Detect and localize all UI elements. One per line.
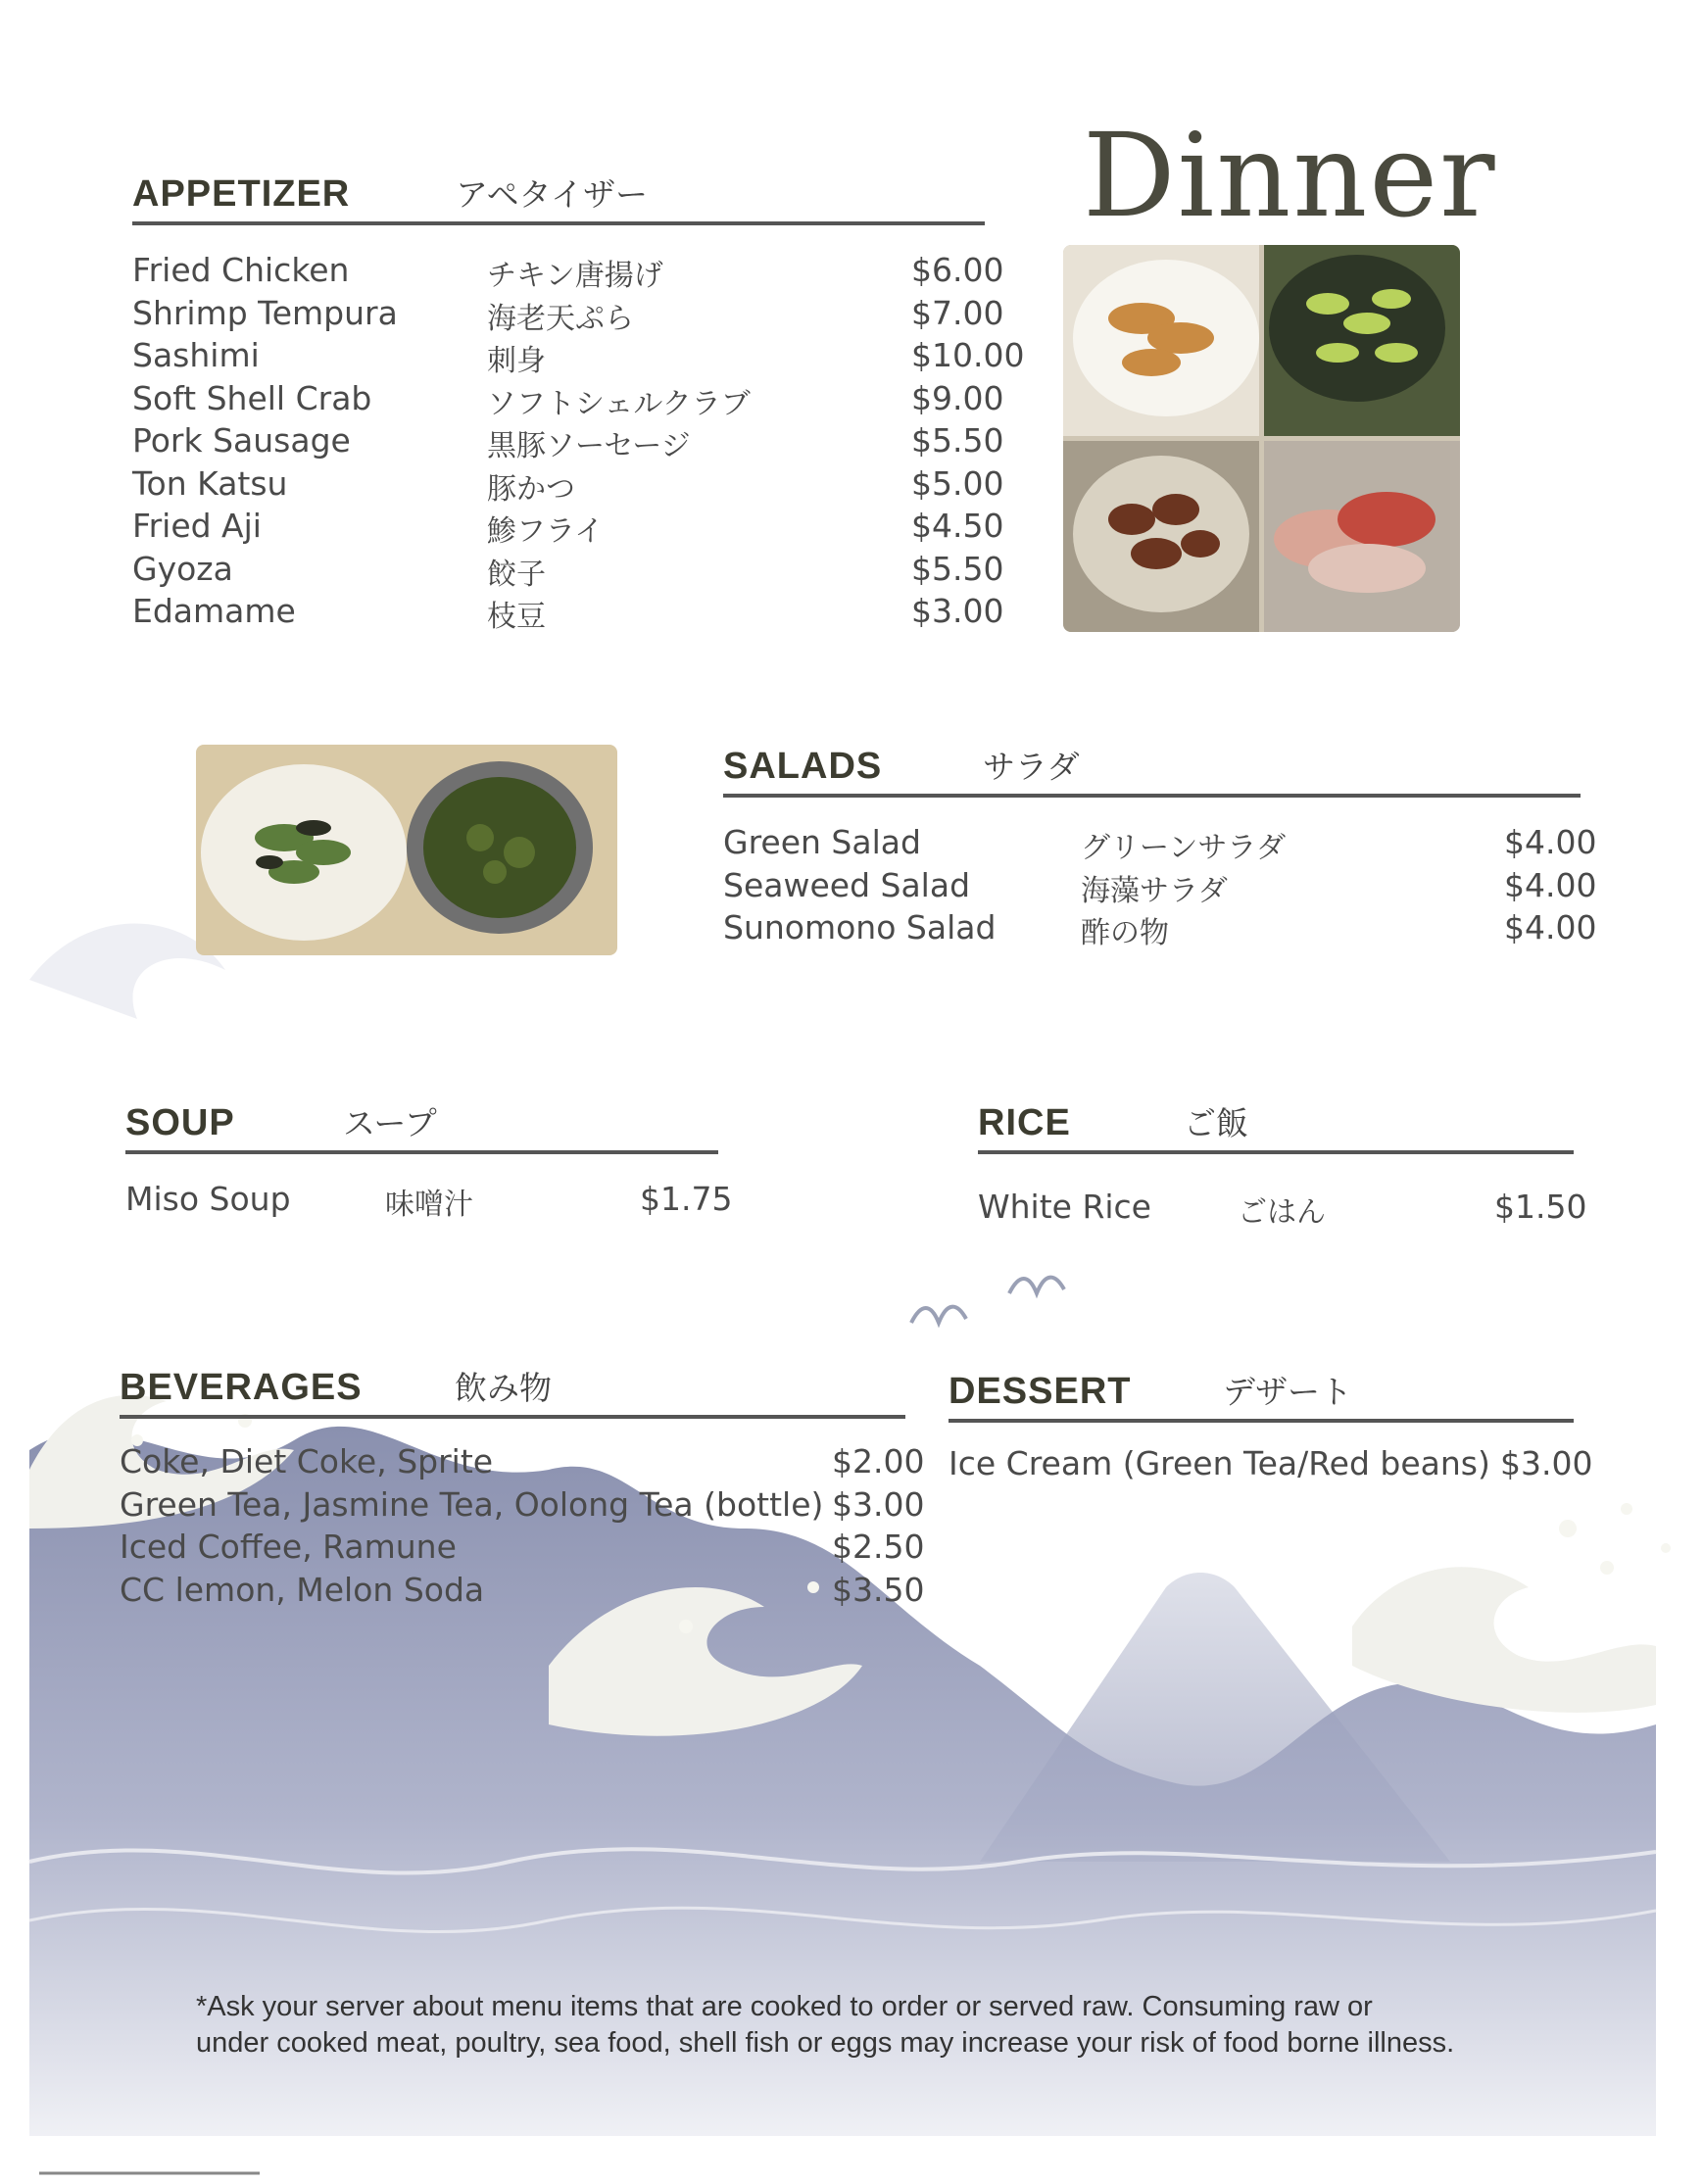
dessert-header [949,1364,1574,1423]
menu-item [723,819,1597,865]
section-title-jp: アペタイザー [456,175,649,214]
beverages-header [120,1360,905,1419]
item-name: White Rice [978,1188,1151,1226]
item-price: $4.00 [1504,908,1597,946]
menu-item [132,461,1004,507]
item-name-jp: 海老天ぷら [487,301,634,336]
item-price: $4.00 [1504,865,1597,904]
item-price: $5.50 [911,421,1004,460]
dessert-section [949,1364,1593,1483]
appetizer-section [132,167,1025,634]
soup-header [125,1095,718,1154]
salad-photo [196,745,617,955]
menu-item [120,1481,925,1525]
menu-item [132,332,1025,378]
item-name: Coke, Diet Coke, Sprite [120,1442,494,1480]
item-name: Iced Coffee, Ramune [120,1528,457,1566]
menu-item [125,1176,733,1222]
item-name-jp: 酢の物 [1081,916,1169,950]
item-price: $3.50 [832,1570,925,1609]
appetizer-photo [1063,245,1460,632]
section-title: SOUP [125,1102,235,1143]
item-name-jp: チキン唐揚げ [487,259,663,293]
item-name-jp: 鯵フライ [487,514,605,549]
item-name: Ice Cream (Green Tea/Red beans) [949,1444,1490,1482]
menu-item [120,1524,925,1567]
item-price: $1.50 [1494,1188,1587,1226]
menu-item [120,1438,925,1481]
item-name-jp: 刺身 [487,344,546,378]
disclaimer-line: under cooked meat, poultry, sea food, shell fish or eggs may increase your risk of food borne illness. [196,2027,1455,2059]
section-title-jp: スープ [343,1104,437,1142]
item-name-jp: 海藻サラダ [1081,873,1228,908]
raw-food-disclaimer [196,1989,1548,2062]
item-price: $9.00 [911,378,1004,417]
rice-section [978,1095,1587,1230]
item-name: Sunomono Salad [723,908,997,946]
item-price: $5.00 [911,463,1004,503]
rice-header [978,1095,1574,1154]
disclaimer-line: *Ask your server about menu items that are cooked to order or served raw. Consuming raw or [196,1991,1373,2022]
item-name: Soft Shell Crab [132,378,372,417]
section-title: DESSERT [949,1371,1132,1412]
item-price: $4.00 [1504,823,1597,861]
item-name: Edamame [132,592,296,630]
item-price: $3.00 [911,592,1004,630]
beverages-section [120,1360,925,1609]
section-title-jp: デザート [1223,1373,1352,1411]
appetizer-header [132,167,985,225]
item-price: $2.00 [832,1442,925,1480]
section-title: SALADS [723,746,883,787]
item-name-jp: 味噌汁 [385,1188,473,1222]
section-title: APPETIZER [132,173,351,215]
menu-item [132,546,1004,592]
menu-item [978,1184,1587,1230]
item-name: Shrimp Tempura [132,293,398,332]
section-title-jp: ご飯 [1184,1104,1248,1142]
section-title: BEVERAGES [120,1367,363,1408]
item-price: $7.00 [911,293,1004,332]
menu-item [132,375,1004,421]
item-name-jp: 豚かつ [487,471,575,507]
salads-header [723,739,1581,798]
item-name: Pork Sausage [132,421,351,460]
item-name: Ton Katsu [132,463,288,503]
soup-section [125,1095,733,1222]
section-title: RICE [978,1102,1071,1143]
item-price: $3.00 [832,1484,925,1524]
menu-item [723,862,1597,908]
item-name-jp: グリーンサラダ [1081,831,1287,865]
item-name-jp: ごはん [1238,1195,1326,1230]
item-name-jp: 黒豚ソーセージ [487,429,691,463]
menu-item [120,1567,925,1610]
salads-section [723,739,1597,950]
item-name: Green Tea, Jasmine Tea, Oolong Tea (bottle) [120,1484,824,1524]
menu-item [949,1440,1593,1483]
item-price: $1.75 [640,1180,733,1218]
menu-item [132,503,1004,549]
item-price: $3.00 [1500,1444,1593,1482]
item-price: $2.50 [832,1528,925,1566]
item-price: $6.00 [911,251,1004,289]
item-name: Miso Soup [125,1180,291,1218]
item-price: $5.50 [911,549,1004,588]
item-name: CC lemon, Melon Soda [120,1570,485,1609]
item-name: Seaweed Salad [723,865,971,904]
item-name: Gyoza [132,549,233,588]
item-name: Fried Aji [132,507,262,545]
item-price: $4.50 [911,507,1004,545]
menu-title: Dinner [1083,108,1497,243]
menu-item [132,417,1004,463]
item-name-jp: 餃子 [487,557,546,592]
menu-item [132,290,1004,336]
section-title-jp: サラダ [983,748,1080,786]
menu-item [723,904,1597,950]
item-name: Sashimi [132,336,260,374]
item-name: Fried Chicken [132,251,350,289]
menu-item [132,588,1004,634]
item-price: $10.00 [911,336,1025,374]
section-title-jp: 飲み物 [455,1369,552,1407]
item-name-jp: 枝豆 [487,600,546,634]
menu-item [132,247,1004,293]
item-name: Green Salad [723,823,921,861]
item-name-jp: ソフトシェルクラブ [487,386,751,421]
